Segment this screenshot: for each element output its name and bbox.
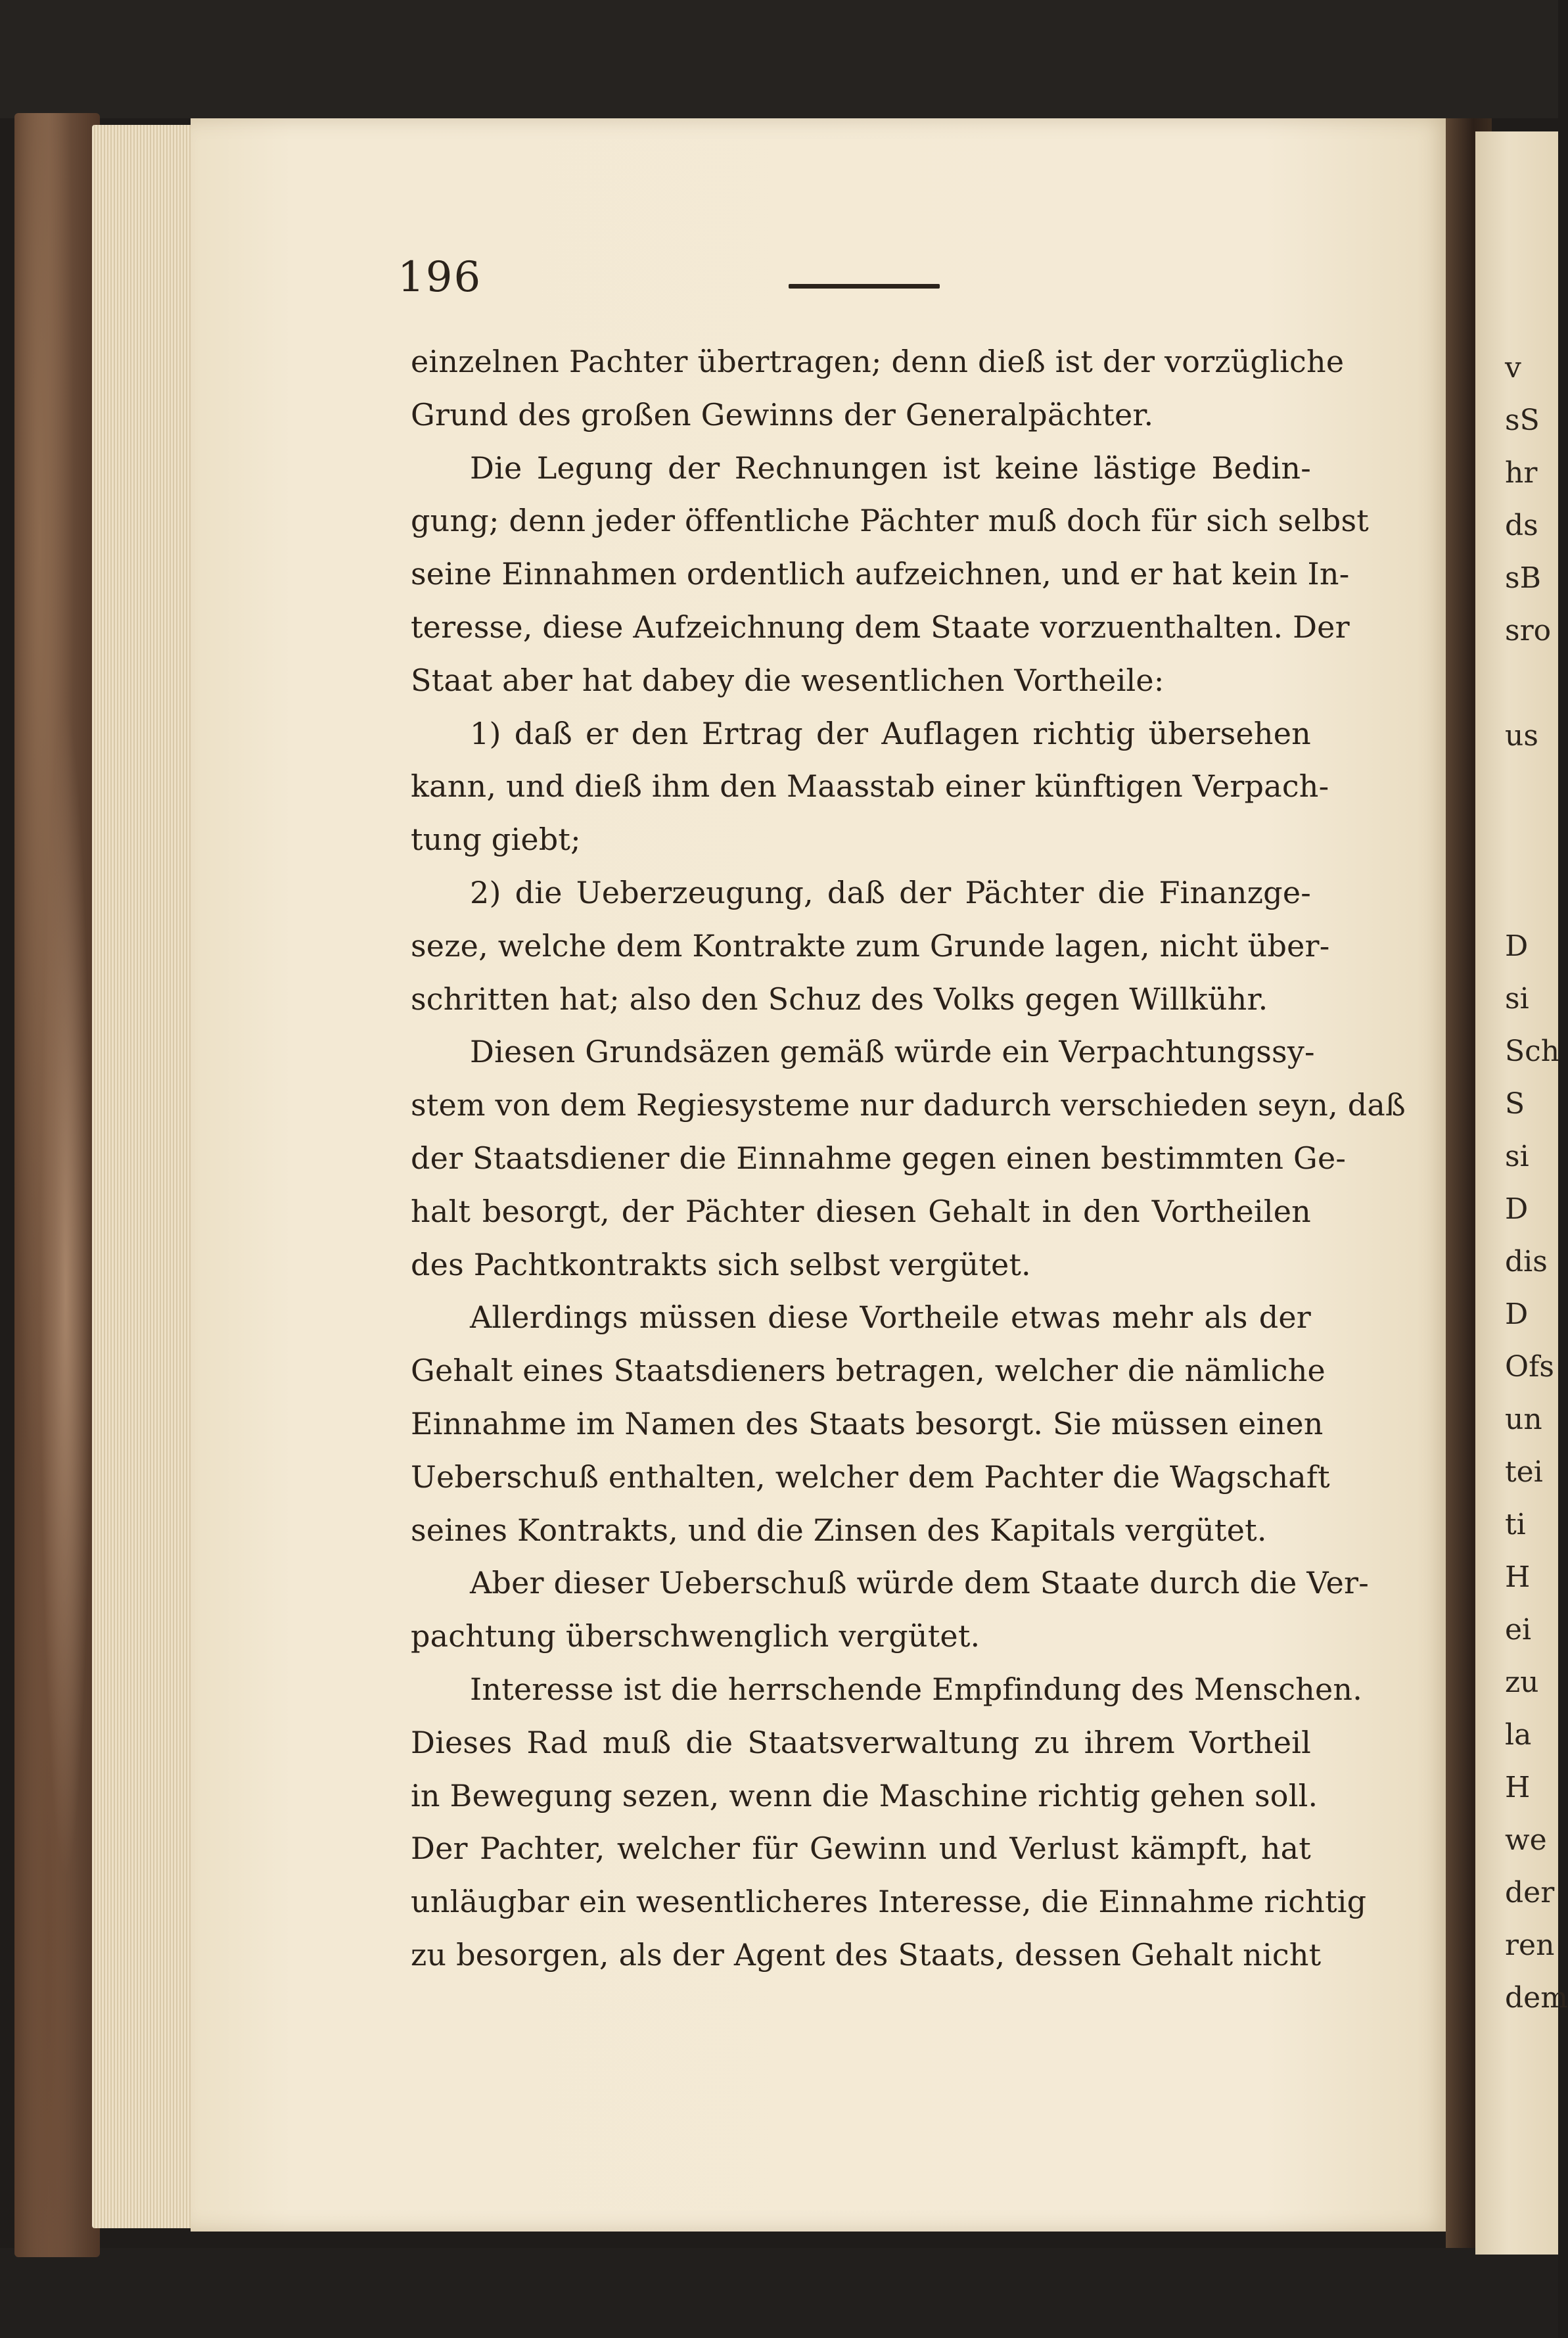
scan-background-bottom — [0, 2248, 1558, 2338]
text-line: des Pachtkontrakts sich selbst vergütet. — [411, 1246, 1031, 1282]
text-line: in Bewegung sezen, wenn die Maschine richtig gehen soll. — [411, 1777, 1318, 1813]
text-line: pachtung überschwenglich vergütet. — [411, 1618, 980, 1654]
text-line: gung; denn jeder öffentliche Pächter muß doch für sich selbst — [411, 503, 1369, 539]
text-line: Diesen Grundsäzen gemäß würde ein Verpachtungssy- — [470, 1034, 1315, 1070]
text-line: stem von dem Regiesysteme nur dadurch verschieden seyn, daß — [411, 1087, 1406, 1123]
text-line: der Staatsdiener die Einnahme gegen einen bestimmten Ge- — [411, 1140, 1347, 1176]
text-line: teresse, diese Aufzeichnung dem Staate vorzuenthalten. Der — [411, 609, 1350, 645]
text-line: schritten hat; also den Schuz des Volks gegen Willkühr. — [411, 981, 1268, 1017]
text-line: Grund des großen Gewinns der Generalpächter. — [411, 396, 1154, 433]
text-line: 1) daß er den Ertrag der Auflagen richtig übersehen — [470, 715, 1311, 751]
page-body-text — [411, 335, 1406, 1982]
marbled-book-cover — [14, 113, 100, 2257]
text-line: einzelnen Pachter übertragen; denn dieß ist der vorzügliche — [411, 344, 1345, 379]
text-line: Interesse ist die herrschende Empfindung des Menschen. — [470, 1671, 1363, 1707]
text-line: Aber dieser Ueberschuß würde dem Staate durch die Ver- — [470, 1565, 1369, 1601]
text-line: Die Legung der Rechnungen ist keine lästige Bedin- — [470, 450, 1311, 486]
text-line: Der Pachter, welcher für Gewinn und Verlust kämpft, hat — [411, 1831, 1311, 1867]
text-line: Gehalt eines Staatsdieners betragen, welcher die nämliche — [411, 1353, 1326, 1389]
text-line: unläugbar ein wesentlicheres Interesse, die Einnahme richtig — [411, 1884, 1367, 1920]
next-page-fragments: v sS hr ds sB sro us D si Sch S si D dis D Ofs un tei ti H ei zu la H we der ren dem — [1505, 351, 1568, 2015]
text-line: 2) die Ueberzeugung, daß der Pächter die Finanzge- — [470, 874, 1311, 910]
header-rule — [789, 284, 940, 289]
text-line: seines Kontrakts, und die Zinsen des Kapitals vergütet. — [411, 1512, 1267, 1548]
page-edges — [92, 125, 197, 2228]
text-line: halt besorgt, der Pächter diesen Gehalt in den Vortheilen — [411, 1193, 1311, 1229]
text-line: tung giebt; — [411, 822, 581, 858]
text-line: Dieses Rad muß die Staatsverwaltung zu ihrem Vortheil — [411, 1724, 1311, 1760]
text-line: Staat aber hat dabey die wesentlichen Vortheile: — [411, 662, 1164, 698]
text-line: Einnahme im Namen des Staats besorgt. Sie müssen einen — [411, 1405, 1324, 1441]
text-line: zu besorgen, als der Agent des Staats, dessen Gehalt nicht — [411, 1936, 1322, 1973]
text-line: Ueberschuß enthalten, welcher dem Pachter die Wagschaft — [411, 1459, 1330, 1495]
text-line: seze, welche dem Kontrakte zum Grunde lagen, nicht über- — [411, 927, 1330, 964]
page-number: 196 — [398, 253, 482, 302]
text-line: Allerdings müssen diese Vortheile etwas mehr als der — [470, 1299, 1311, 1336]
text-line: kann, und dieß ihm den Maasstab einer künftigen Verpach- — [411, 768, 1329, 805]
text-line: seine Einnahmen ordentlich aufzeichnen, und er hat kein In- — [411, 556, 1350, 592]
scan-background-top — [0, 0, 1558, 118]
